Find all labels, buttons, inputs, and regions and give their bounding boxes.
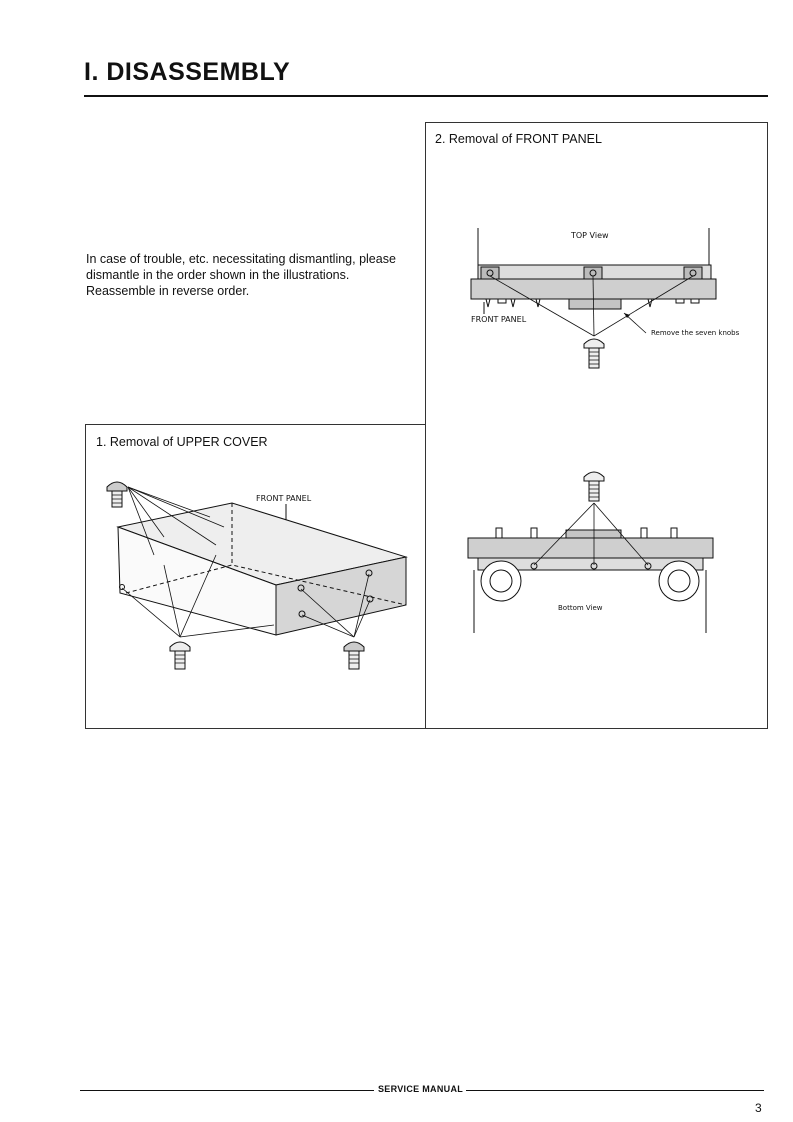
section-front-panel-box bbox=[425, 122, 768, 729]
footer-rule-left bbox=[80, 1090, 374, 1091]
page-number: 3 bbox=[755, 1101, 762, 1115]
section-front-panel-title: 2. Removal of FRONT PANEL bbox=[435, 132, 602, 146]
upper-cover-front-panel-label: FRONT PANEL bbox=[256, 494, 312, 503]
bottom-view-label: Bottom View bbox=[558, 604, 603, 612]
intro-line: In case of trouble, etc. necessitating dismantling, please bbox=[86, 252, 396, 266]
intro-paragraph bbox=[86, 251, 416, 299]
section-upper-cover-title: 1. Removal of UPPER COVER bbox=[96, 435, 268, 449]
title-underline bbox=[84, 95, 768, 97]
section-upper-cover-box bbox=[85, 424, 426, 729]
remove-knobs-note: Remove the seven knobs bbox=[651, 329, 740, 337]
top-view-front-panel-label: FRONT PANEL bbox=[471, 315, 527, 324]
page-title: I. DISASSEMBLY bbox=[84, 58, 291, 86]
bottom-view-diagram bbox=[426, 463, 769, 638]
footer-rule-right bbox=[466, 1090, 764, 1091]
screw-icon bbox=[584, 339, 604, 368]
screw-icon bbox=[170, 642, 190, 669]
top-view-label: TOP View bbox=[571, 231, 609, 240]
intro-line: dismantle in the order shown in the illustrations. bbox=[86, 268, 350, 282]
screw-icon bbox=[344, 642, 364, 669]
upper-cover-diagram bbox=[86, 475, 426, 690]
intro-line: Reassemble in reverse order. bbox=[86, 284, 250, 298]
screw-icon bbox=[107, 482, 127, 507]
top-view-diagram bbox=[426, 218, 769, 388]
screw-icon bbox=[584, 472, 604, 501]
footer-label: SERVICE MANUAL bbox=[378, 1084, 464, 1094]
